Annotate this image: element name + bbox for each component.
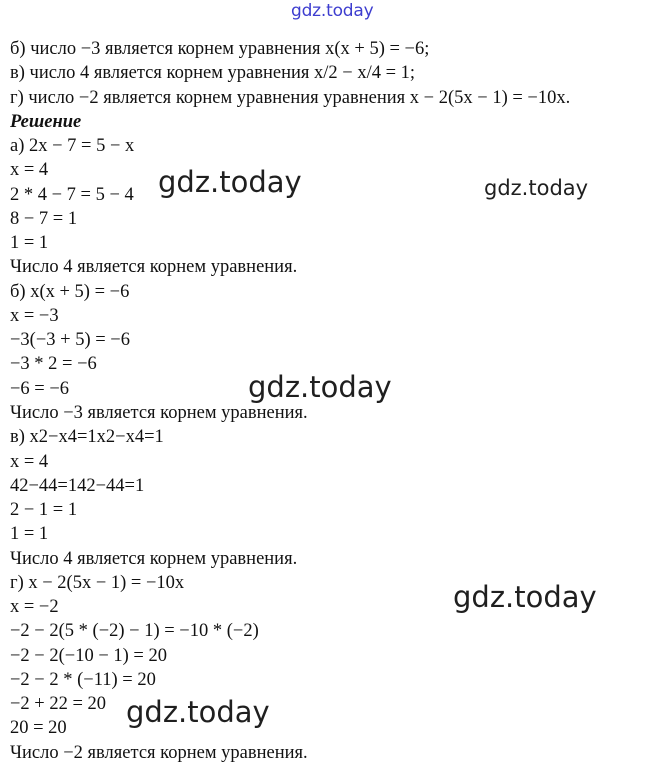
part-g-step-2: −2 − 2(−10 − 1) = 20 <box>10 645 167 666</box>
part-a-step-1: 2 * 4 − 7 = 5 − 4 <box>10 184 134 205</box>
part-g-root: x = −2 <box>10 597 59 618</box>
part-v-equation: в) x2−x4=1x2−x4=1 <box>10 427 164 448</box>
part-a-equation: а) 2x − 7 = 5 − x <box>10 136 135 157</box>
part-v-step-3: 1 = 1 <box>10 524 49 545</box>
part-b-equation: б) x(x + 5) = −6 <box>10 281 130 302</box>
part-a-root: x = 4 <box>10 160 49 181</box>
task-line-v: в) число 4 является корнем уравнения x/2 − x/4 = 1; <box>10 63 416 84</box>
part-a-conclusion: Число 4 является корнем уравнения. <box>10 257 298 278</box>
solution-heading: Решение <box>10 111 82 132</box>
part-g-step-1: −2 − 2(5 * (−2) − 1) = −10 * (−2) <box>10 621 259 642</box>
part-g-step-3: −2 − 2 * (−11) = 20 <box>10 669 156 690</box>
part-v-step-2: 2 − 1 = 1 <box>10 500 78 521</box>
part-g-conclusion: Число −2 является корнем уравнения. <box>10 742 308 763</box>
task-line-b: б) число −3 является корнем уравнения x(x + 5) = −6; <box>10 39 430 59</box>
part-v-step-1: 42−44=142−44=1 <box>10 475 145 496</box>
part-a-step-2: 8 − 7 = 1 <box>10 208 78 229</box>
watermark-4: gdz.today <box>453 580 597 614</box>
part-b-root: x = −3 <box>10 305 59 326</box>
watermark-3: gdz.today <box>248 370 392 404</box>
part-b-step-3: −6 = −6 <box>10 378 70 399</box>
part-b-conclusion: Число −3 является корнем уравнения. <box>10 402 308 423</box>
header-watermark: gdz.today <box>291 1 374 21</box>
part-b-step-2: −3 * 2 = −6 <box>10 354 97 375</box>
part-v-root: x = 4 <box>10 451 49 472</box>
watermark-2: gdz.today <box>484 176 589 200</box>
watermark-5: gdz.today <box>126 695 270 729</box>
part-a-step-3: 1 = 1 <box>10 233 49 254</box>
watermark-1: gdz.today <box>158 165 302 199</box>
task-line-g: г) число −2 является корнем уравнения уравнения x − 2(5x − 1) = −10x. <box>10 87 571 108</box>
part-g-step-5: 20 = 20 <box>10 718 67 739</box>
part-g-step-4: −2 + 22 = 20 <box>10 694 107 715</box>
part-g-equation: г) x − 2(5x − 1) = −10x <box>10 572 185 593</box>
part-v-conclusion: Число 4 является корнем уравнения. <box>10 548 298 569</box>
part-b-step-1: −3(−3 + 5) = −6 <box>10 330 130 351</box>
